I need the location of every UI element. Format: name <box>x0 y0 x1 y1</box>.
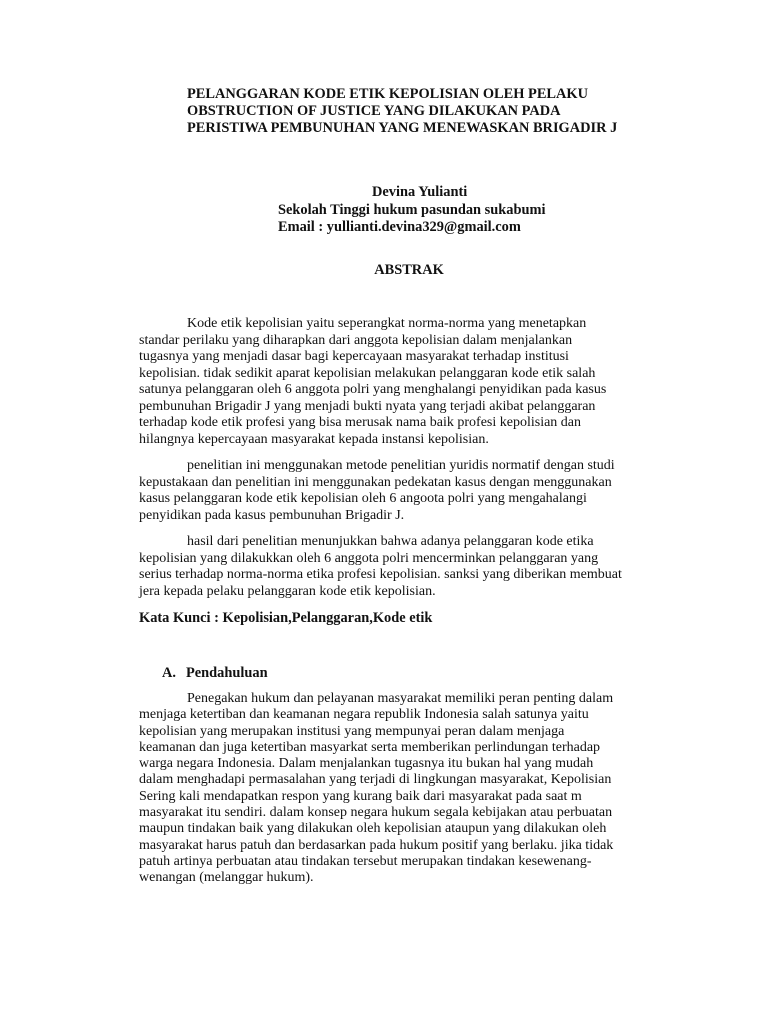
abstract-paragraph <box>139 316 684 448</box>
text-line: patuh artinya perbuatan atau tindakan tersebut merupakan tindakan kesewenang- <box>139 853 592 869</box>
section-heading <box>162 665 268 682</box>
text-line: kepustakaan dan penelitian ini menggunakan pedekatan kasus dengan menggunakan <box>139 474 612 490</box>
text-line: masyarakat harus patuh dan berdasarkan pada hukum positif yang berlaku. jika tidak <box>139 837 614 853</box>
text-line: kasus pelanggaran kode etik kepolisian oleh 6 angoota polri yang mengahalangi <box>139 491 587 506</box>
keywords: Kata Kunci : Kepolisian,Pelanggaran,Kode etik <box>139 610 433 626</box>
text-line: wenangan (melanggar hukum). <box>139 870 314 886</box>
text-line: menjaga ketertiban dan keamanan negara republik Indonesia salah satunya yaitu <box>139 707 589 723</box>
text-line: tugasnya yang menjadi dasar bagi kepercayaan masyarakat terhadap institusi <box>139 349 569 364</box>
author-block <box>278 184 678 237</box>
text-line: penelitian ini menggunakan metode penelitian yuridis normatif dengan studi <box>187 458 615 473</box>
text-line: kepolisian. tidak sedikit aparat kepolisian melakukan pelanggaran kode etik salah <box>139 365 596 381</box>
section-title: Pendahuluan <box>186 665 268 681</box>
text-line: kepolisian yang dilakukkan oleh 6 anggota polri mencerminkan pelanggaran yang <box>139 550 599 566</box>
author-email: Email : yullianti.devina329@gmail.com <box>278 219 521 235</box>
text-line: warga negara Indonesia. Dalam menjalankan tugasnya itu bukan hal yang mudah <box>139 756 594 772</box>
text-line: Penegakan hukum dan pelayanan masyarakat memiliki peran penting dalam <box>187 691 614 706</box>
abstract-body <box>139 316 684 627</box>
text-line: kepolisian yang merupakan institusi yang mempunyai peran dalam menjaga <box>139 723 565 739</box>
text-line: hasil dari penelitian menunjukkan bahwa adanya pelanggaran kode etika <box>187 534 594 549</box>
text-line: maupun tindakan baik yang dilakukan oleh kepolisian ataupun yang dilakukan oleh <box>139 821 607 837</box>
text-line: jera kepada pelaku pelanggaran kode etik kepolisian. <box>139 583 436 599</box>
text-line: terhadap kode etik profesi yang bisa merusak nama baik profesi kepolisian dan <box>139 415 582 430</box>
text-line: penyidikan pada kasus pembunuhan Brigadir J. <box>139 507 405 523</box>
text-line: Kode etik kepolisian yaitu seperangkat norma-norma yang menetapkan <box>187 316 587 331</box>
text-line: serius terhadap norma-norma etika profesi kepolisian. sanksi yang diberikan membuat <box>139 567 622 582</box>
text-line: satunya pelanggaran oleh 6 anggota polri yang menghalangi penyidikan pada kasus <box>139 382 607 397</box>
author-institution: Sekolah Tinggi hukum pasundan sukabumi <box>278 201 546 218</box>
paper-title <box>187 86 707 137</box>
text-line: dalam menghadapi permasalahan yang terjadi di lingkungan masyarakat, Kepolisian <box>139 772 612 788</box>
text-line: masyarakat itu sendiri. dalam konsep negara hukum segala kebijakan atau perbuatan <box>139 805 613 821</box>
title-line: PELANGGARAN KODE ETIK KEPOLISIAN OLEH PELAKU <box>187 86 588 102</box>
text-line: pembunuhan Brigadir J yang menjadi bukti nyata yang terjadi akibat pelanggaran <box>139 398 596 414</box>
abstract-paragraph <box>139 534 684 600</box>
text-line: hilangnya kepercayaan masyarakat kepada instansi kepolisian. <box>139 431 489 447</box>
author-name: Devina Yulianti <box>372 184 468 200</box>
abstract-heading: ABSTRAK <box>374 262 444 278</box>
title-line: OBSTRUCTION OF JUSTICE YANG DILAKUKAN PADA <box>187 103 561 119</box>
introduction-body <box>139 691 684 887</box>
abstract-paragraph <box>139 458 684 524</box>
text-line: Sering kali mendapatkan respon yang kurang baik dari masyarakat pada saat m <box>139 788 582 804</box>
text-line: keamanan dan juga ketertiban masyarkat serta memberikan perlindungan terhadap <box>139 739 601 755</box>
text-line: standar perilaku yang diharapkan dari anggota kepolisian dalam menjalankan <box>139 332 573 348</box>
section-number: A. <box>162 665 176 681</box>
title-line: PERISTIWA PEMBUNUHAN YANG MENEWASKAN BRIGADIR J <box>187 120 618 136</box>
